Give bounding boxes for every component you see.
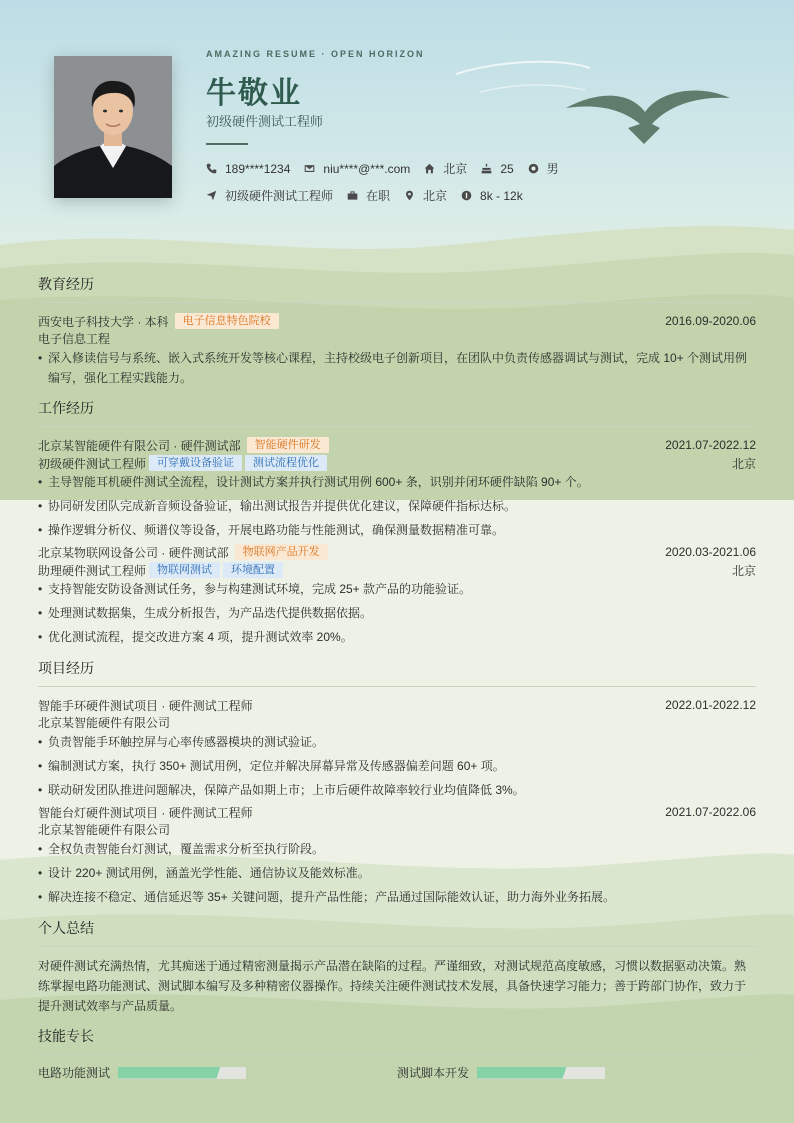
job-intent-row — [206, 187, 537, 204]
status-text: 在职 — [366, 189, 391, 203]
briefcase-icon — [347, 190, 358, 201]
role-tag: 物联网测试 — [149, 562, 220, 578]
skill-bar-fill — [118, 1067, 220, 1079]
role-tag: 环境配置 — [223, 562, 283, 578]
mail-icon — [304, 163, 315, 174]
salary-info — [461, 189, 523, 203]
hometown-info — [424, 160, 467, 177]
projects-section — [38, 658, 756, 907]
cake-icon — [481, 163, 492, 174]
contact-info-row — [206, 160, 573, 177]
job-company: 北京某物联网设备公司 · 硬件测试部 — [38, 545, 229, 560]
list-item: • 负责智能手环触控屏与心率传感器模块的测试验证。 — [38, 732, 756, 752]
skills-list — [38, 1064, 756, 1081]
job-city: 北京 — [731, 456, 756, 471]
project-period: 2022.01-2022.12 — [665, 698, 756, 712]
section-heading: 技能专长 — [38, 1026, 756, 1055]
job-role: 初级硬件测试工程师 — [38, 456, 147, 471]
education-section — [38, 274, 756, 388]
school-name: 西安电子科技大学 · 本科 — [38, 314, 169, 329]
job-header — [38, 543, 756, 561]
section-heading: 工作经历 — [38, 398, 756, 427]
project-header — [38, 803, 756, 821]
list-item: • 协同研发团队完成新音频设备验证，输出测试报告并提供优化建议，保障硬件指标达标。 — [38, 496, 756, 516]
skill-name: 测试脚本开发 — [397, 1066, 470, 1080]
section-heading: 教育经历 — [38, 274, 756, 303]
email-text: niu****@***.com — [323, 161, 411, 176]
city-text: 北京 — [423, 189, 448, 203]
job-role-row — [38, 454, 756, 472]
city-info — [404, 187, 447, 204]
gender-icon — [528, 163, 539, 174]
location-icon — [404, 190, 415, 201]
list-item: • 操作逻辑分析仪、频谱仪等设备，开展电路功能与性能测试，确保测量数据精准可靠。 — [38, 520, 756, 540]
list-item: • 解决连接不稳定、通信延迟等 35+ 关键问题，提升产品性能；产品通过国际能效认证，助力海外业务拓展。 — [38, 887, 756, 907]
phone-text: 189****1234 — [225, 161, 291, 176]
candidate-name: 牛敬业 — [206, 77, 302, 110]
list-item: • 优化测试流程，提交改进方案 4 项，提升测试效率 20%。 — [38, 627, 756, 647]
job-role-row — [38, 561, 756, 579]
job-city: 北京 — [731, 563, 756, 578]
list-item: • 主导智能耳机硬件测试全流程，设计测试方案并执行测试用例 600+ 条，识别并闭环硬件缺陷 90+ 个。 — [38, 472, 756, 492]
candidate-title: 初级硬件测试工程师 — [206, 114, 324, 129]
summary-section — [38, 918, 756, 1016]
role-tag: 可穿戴设备验证 — [149, 455, 242, 471]
send-icon — [206, 190, 217, 201]
major: 电子信息工程 — [38, 332, 111, 346]
hometown-text: 北京 — [443, 162, 468, 176]
skill-name: 电路功能测试 — [38, 1066, 111, 1080]
list-item: • 处理测试数据集，生成分析报告，为产品迭代提供数据依据。 — [38, 603, 756, 623]
skills-section — [38, 1026, 756, 1081]
resume-eyebrow: AMAZING RESUME · OPEN HORIZON — [206, 49, 425, 59]
project-company: 北京某智能硬件有限公司 — [38, 823, 171, 837]
list-item: • 全权负责智能台灯测试，覆盖需求分析至执行阶段。 — [38, 839, 756, 859]
school-tag: 电子信息特色院校 — [175, 313, 279, 329]
list-item: • 深入修读信号与系统、嵌入式系统开发等核心课程，主持校级电子创新项目，在团队中负责传感器调试与测试，完成 10+ 个测试用例编写，强化工程实践能力。 — [38, 348, 756, 388]
skill-item — [38, 1064, 397, 1081]
gender-text: 男 — [546, 162, 559, 176]
job-company: 北京某智能硬件有限公司 · 硬件测试部 — [38, 438, 241, 453]
list-item: • 联动研发团队推进问题解决，保障产品如期上市；上市后硬件故障率较行业均值降低 3%。 — [38, 780, 756, 800]
skill-bar — [118, 1067, 246, 1079]
role-tag: 测试流程优化 — [245, 455, 327, 471]
work-section — [38, 398, 756, 647]
phone-info — [206, 162, 290, 176]
job-role: 助理硬件测试工程师 — [38, 563, 147, 578]
gender-info — [528, 160, 559, 177]
age-text: 25 — [500, 161, 514, 176]
intent-title-text: 初级硬件测试工程师 — [225, 189, 334, 203]
age-info — [481, 162, 513, 176]
project-title: 智能台灯硬件测试项目 · 硬件测试工程师 — [38, 805, 253, 820]
project-period: 2021.07-2022.06 — [665, 805, 756, 819]
project-header — [38, 696, 756, 714]
job-tag: 物联网产品开发 — [235, 544, 328, 560]
section-heading: 个人总结 — [38, 918, 756, 947]
list-item: • 支持智能安防设备测试任务，参与构建测试环境，完成 25+ 款产品的功能验证。 — [38, 579, 756, 599]
education-period: 2016.09-2020.06 — [665, 314, 756, 328]
list-item: • 编制测试方案，执行 350+ 测试用例，定位并解决屏幕异常及传感器偏差问题 60+ 项。 — [38, 756, 756, 776]
skill-bar-fill — [477, 1067, 567, 1079]
list-item: • 设计 220+ 测试用例，涵盖光学性能、通信协议及能效标准。 — [38, 863, 756, 883]
salary-text: 8k - 12k — [480, 188, 523, 203]
title-divider — [206, 143, 248, 145]
email-info — [304, 162, 410, 176]
project-title: 智能手环硬件测试项目 · 硬件测试工程师 — [38, 698, 253, 713]
section-heading: 项目经历 — [38, 658, 756, 687]
education-row — [38, 312, 756, 330]
job-header — [38, 436, 756, 454]
summary-text: 对硬件测试充满热情，尤其痴迷于通过精密测量揭示产品潜在缺陷的过程。严谨细致，对测试规范高度敏感，习惯以数据驱动决策。熟练掌握电路功能测试、测试脚本编写及多种精密仪器操作。持续关注硬件测试技术发展，具备快速学习能力；善于跨部门协作，致力于提升测试效率与产品质量。 — [38, 959, 747, 1013]
skill-bar — [477, 1067, 605, 1079]
avatar — [54, 56, 172, 198]
job-period: 2021.07-2022.12 — [665, 438, 756, 452]
intent-title-info — [206, 187, 333, 204]
project-company: 北京某智能硬件有限公司 — [38, 716, 171, 730]
home-icon — [424, 163, 435, 174]
skill-item — [397, 1064, 756, 1081]
job-tag: 智能硬件研发 — [247, 437, 329, 453]
job-period: 2020.03-2021.06 — [665, 545, 756, 559]
money-icon — [461, 190, 472, 201]
phone-icon — [206, 163, 217, 174]
status-info — [347, 187, 390, 204]
